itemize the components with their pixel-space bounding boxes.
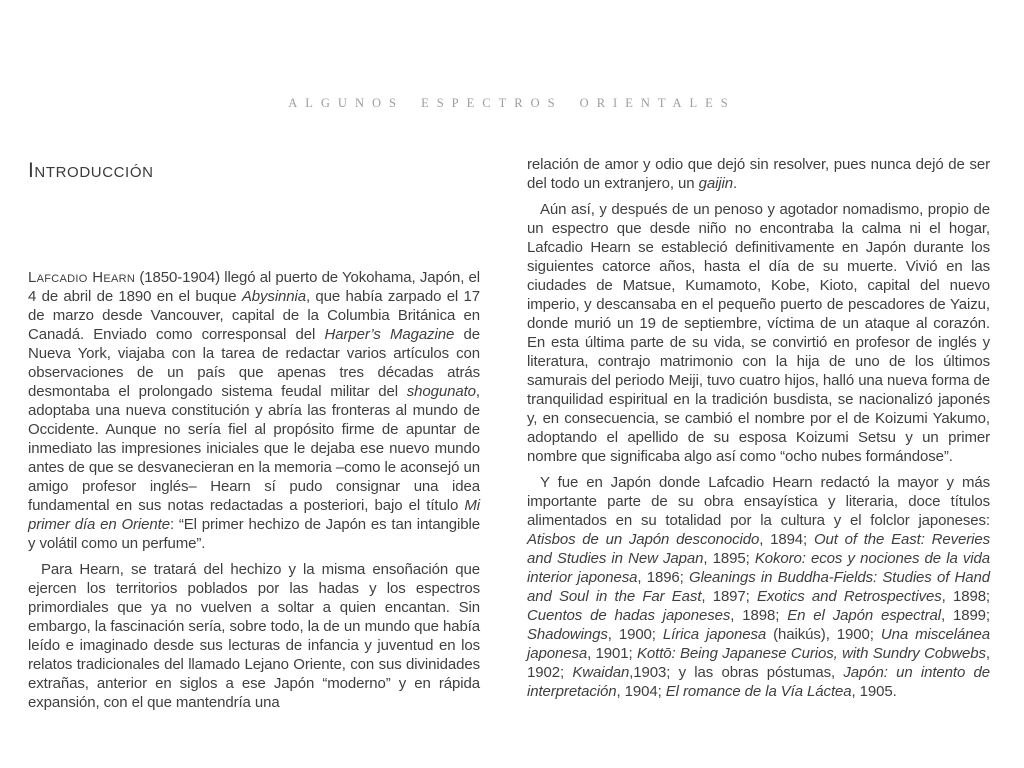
- text-run: Out of the East: Reveries and Studies in New Japan: [527, 531, 990, 567]
- text-run: , 1894;: [759, 531, 814, 548]
- paragraph: [527, 200, 990, 466]
- text-run: , 1900;: [607, 626, 663, 643]
- right-column-text: [527, 155, 990, 701]
- running-header: ALGUNOS ESPECTROS ORIENTALES: [288, 96, 736, 110]
- text-run: Kottō: Being Japanese Curios, with Sundry Cobwebs: [637, 645, 986, 662]
- text-run: El romance de la Vía Láctea: [665, 683, 852, 700]
- text-run: Mi primer día en Oriente: [28, 497, 480, 533]
- text-run: ,1903; y las obras póstumas,: [629, 664, 844, 681]
- text-run: , adoptaba una nueva constitución y abría las fronteras al mundo de Occidente. Aunque no sería fiel al propósito firme de apuntar de inmediato las impresiones iniciales que le dejaba ese nuevo mundo antes de que se desvanecieran en la memoria –como le aconsejó un amigo profesor inglés– Hearn sí pudo consignar una idea fundamental en sus notas redactadas a posteriori, bajo el título: [28, 383, 480, 514]
- text-run: , 1898;: [730, 607, 788, 624]
- text-run: , 1904;: [616, 683, 666, 700]
- text-run: En el Japón espectral: [787, 607, 941, 624]
- text-run: Atisbos de un Japón desconocido: [527, 531, 760, 548]
- text-run: , 1895;: [703, 550, 755, 567]
- section-title: Introducción: [28, 159, 154, 182]
- paragraph: [28, 268, 480, 553]
- text-run: , 1898;: [941, 588, 990, 605]
- text-run: shogunato: [406, 383, 476, 400]
- text-run: , 1902;: [527, 645, 990, 681]
- left-column-text: [28, 268, 480, 712]
- text-run: Gleanings in Buddha-Fields: Studies of Hand and Soul in the Far East: [527, 569, 990, 605]
- text-run: (haikús), 1900;: [766, 626, 881, 643]
- text-run: gaijin: [698, 175, 734, 192]
- paragraph: [527, 155, 990, 193]
- text-run: : “El primer hechizo de Japón es tan intangible y volátil como un perfume”.: [28, 516, 480, 552]
- text-run: , 1896;: [637, 569, 689, 586]
- text-run: Y fue en Japón donde Lafcadio Hearn redactó la mayor y más importante parte de su obra ensayística y literaria, doce títulos alimentados en su totalidad por la cultura y el folclor japoneses:: [527, 474, 990, 529]
- text-run: Lírica japonesa: [662, 626, 767, 643]
- text-run: relación de amor y odio que dejó sin resolver, pues nunca dejó de ser del todo un extranjero, un: [527, 156, 990, 192]
- text-run: , 1897;: [701, 588, 757, 605]
- text-run: , 1899;: [940, 607, 990, 624]
- paragraph: [28, 560, 480, 712]
- right-column: [527, 155, 990, 701]
- text-run: de Nueva York, viajaba con la tarea de redactar varios artículos con observaciones de un país que apenas tres décadas atrás desmontaba el prolongado sistema feudal militar del: [28, 326, 480, 400]
- text-run: , que había zarpado el 17 de marzo desde Vancouver, capital de la Columbia Británica en Canadá. Enviado como corresponsal del: [28, 288, 480, 343]
- text-run: Una miscelánea japonesa: [527, 626, 990, 662]
- text-run: (1850-1904) llegó al puerto de Yokohama, Japón, el 4 de abril de 1890 en el buque: [28, 269, 480, 305]
- text-run: Shadowings: [527, 626, 608, 643]
- text-run: Exotics and Retrospectives: [756, 588, 942, 605]
- text-run: Kwaidan: [572, 664, 630, 681]
- text-run: Cuentos de hadas japoneses: [527, 607, 731, 624]
- text-run: , 1905.: [851, 683, 897, 700]
- text-run: Japón: un intento de interpretación: [527, 664, 991, 700]
- text-run: Abysinnia: [241, 288, 307, 305]
- text-run: Lafcadio Hearn: [28, 269, 136, 286]
- text-run: .: [733, 175, 738, 192]
- left-column: [28, 158, 480, 712]
- text-run: Aún así, y después de un penoso y agotador nomadismo, propio de un espectro que desde niño no encontraba la calma ni el hogar, Lafcadio Hearn se estableció definitivamente en Japón durante los siguientes catorce años, hasta el día de su muerte. Vivió en las ciudades de Matsue, Kumamoto, Kobe, Kioto, capital del nuevo imperio, y descansaba en el pequeño puerto de pescadores de Yaizu, donde murió un 19 de septiembre, víctima de un ataque al corazón. En esta última parte de su vida, se convirtió en profesor de inglés y literatura, contrajo matrimonio con la hija de uno de los últimos samurais del periodo Meiji, tuvo cuatro hijos, halló una nueva forma de tranquilidad espiritual en la tradición busdista, se nacionalizó japonés y, en consecuencia, se cambió el nombre por el de Koizumi Yakumo, adoptando el apellido de su esposa Koizumi Setsu y un primer nombre que significaba algo así como “ocho nubes formándose”.: [527, 201, 990, 465]
- text-run: Kokoro: ecos y nociones de la vida interior japonesa: [527, 550, 990, 586]
- text-run: Para Hearn, se tratará del hechizo y la misma ensoñación que ejercen los territorios poblados por las hadas y los espectros primordiales que ya no vuelven a soltar a quien encantan. Sin embargo, la fascinación sería, sobre todo, la de un mundo que había leído e imaginado desde sus lecturas de infancia y juventud en los relatos tradicionales del llamado Lejano Oriente, con sus divinidades extrañas, anterior en siglos a ese Japón “moderno” y en rápida expansión, con el que mantendría una: [28, 561, 480, 711]
- paragraph: [527, 473, 990, 701]
- text-run: , 1901;: [587, 645, 637, 662]
- text-run: Harper’s Magazine: [324, 326, 455, 343]
